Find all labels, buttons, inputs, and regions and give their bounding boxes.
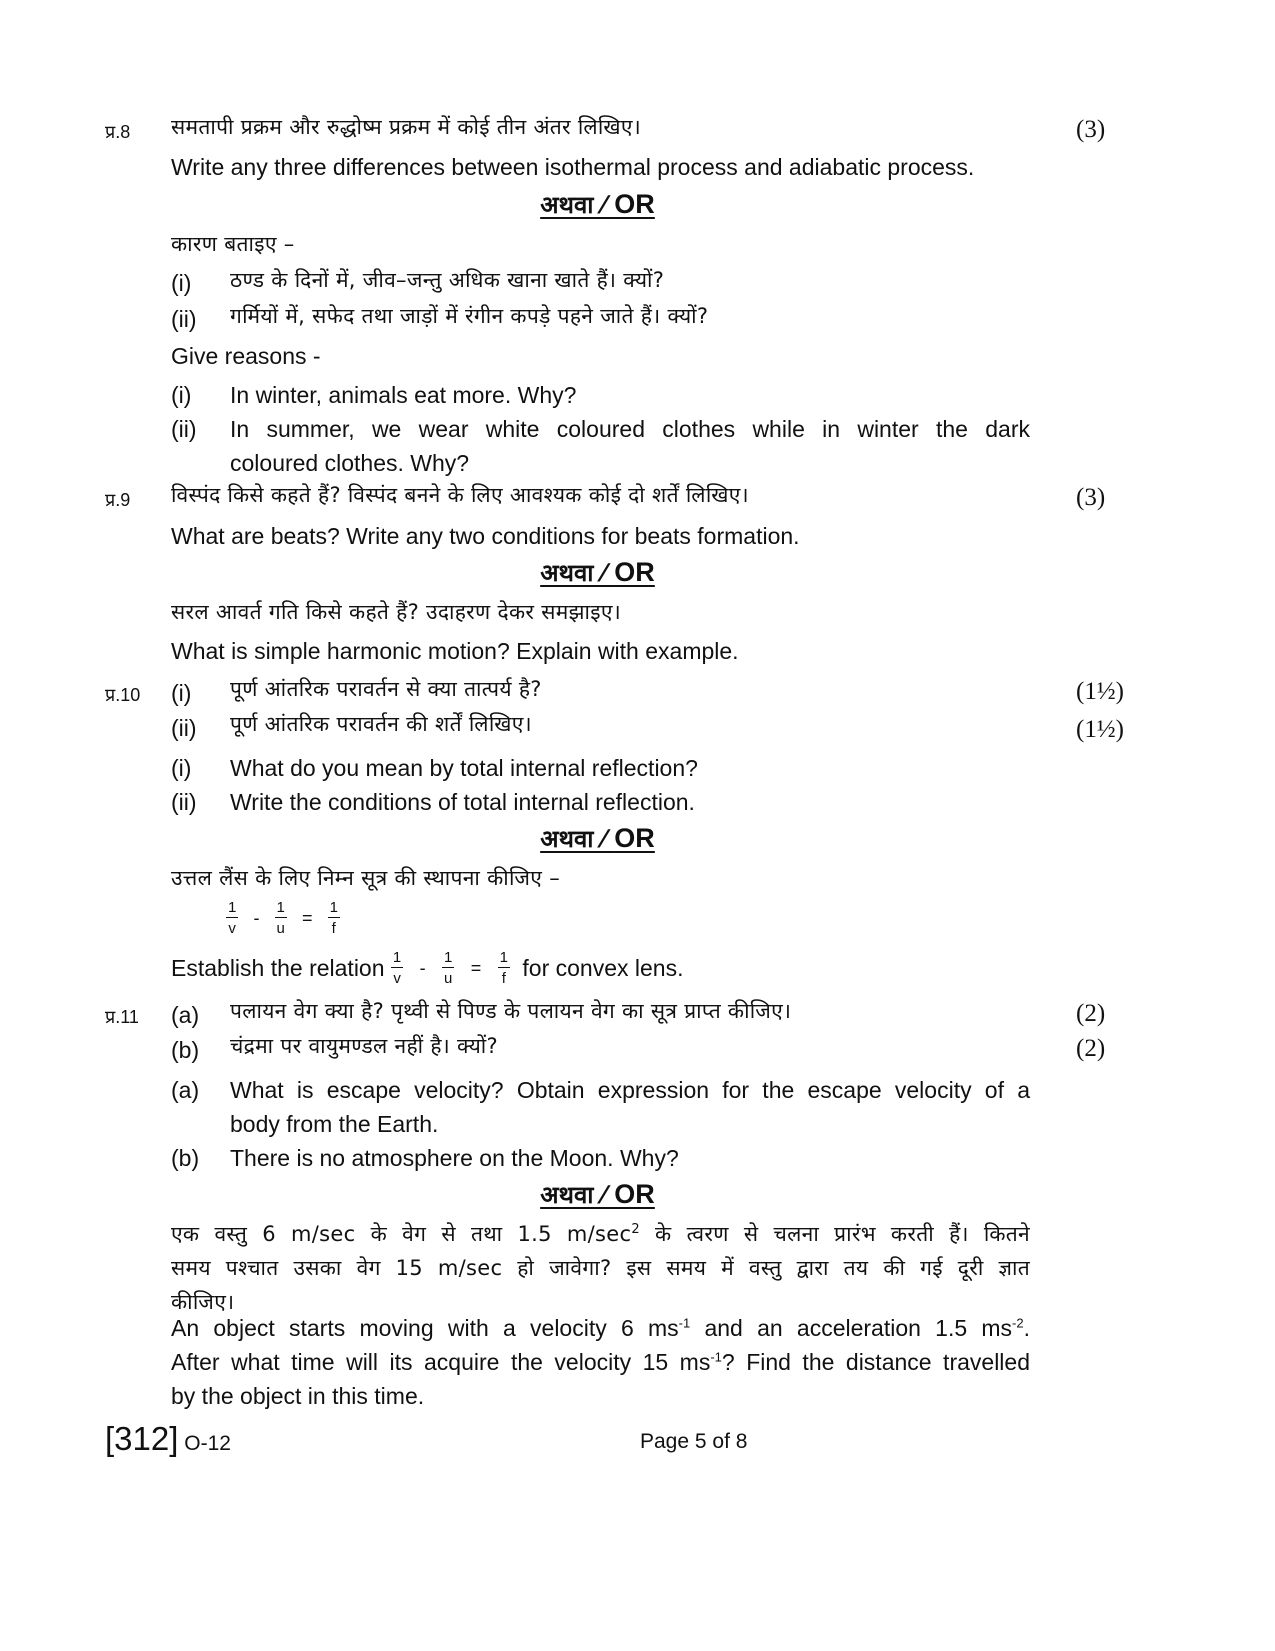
q8-english-text: Write any three differences between isothermal process and adiabatic process. [171, 154, 975, 180]
q8-hindi-text: समतापी प्रक्रम और रुद्धोष्म प्रक्रम में कोई तीन अंतर लिखिए। [171, 115, 641, 139]
q11-english-b-label: (b) [171, 1145, 200, 1171]
q11-hindi-a: पलायन वेग क्या है? पृथ्वी से पिण्ड के पलायन वेग का सूत्र प्राप्त कीजिए। [230, 999, 792, 1023]
formula-minus: - [253, 907, 260, 928]
q10-hindi-ii: पूर्ण आंतरिक परावर्तन की शर्तें लिखिए। [230, 712, 532, 736]
q11-hindi-a-label: (a) [171, 1002, 200, 1028]
q11-alt-hindi-line1: एक वस्तु 6 m/sec के वेग से तथा 1.5 $m/\sec^2$ के त्वरण से चलना प्रारंभ करती हैं। कितने [171, 1222, 1030, 1246]
q10-hindi-i: पूर्ण आंतरिक परावर्तन से क्या तात्पर्य है? [230, 677, 542, 701]
q9-english-text: What are beats? Write any two conditions for beats formation. [171, 523, 800, 549]
q10-alt-english: Establish the relation $\frac{1}{v}$ - $\frac{1}{u}$ = $\frac{1}{f}$ for convex lens. [171, 949, 684, 987]
formula-one-over-v: $\frac{1}{v}$ [392, 949, 402, 987]
q8-number: प्र.8 [105, 122, 131, 142]
or-separator: अथवा ⁄ OR [540, 189, 655, 219]
q8-marks: (3) [1076, 116, 1106, 143]
q10-english-i-label: (i) [171, 755, 192, 781]
q11-english-a-line1: What is escape velocity? Obtain expression for the escape velocity of a [230, 1077, 1030, 1103]
formula-one-over-u: $\frac{1}{u}$ [276, 899, 285, 937]
q10-english-ii-label: (ii) [171, 789, 197, 815]
q10-hindi-ii-label: (ii) [171, 715, 197, 741]
q9-alt-english: What is simple harmonic motion? Explain with example. [171, 638, 739, 664]
q9-hindi-text: विस्पंद किसे कहते हैं? विस्पंद बनने के लिए आवश्यक कोई दो शर्तें लिखिए। [171, 483, 749, 507]
formula-one-over-v: $\frac{1}{v}$ [228, 899, 237, 937]
q9-marks: (3) [1076, 484, 1106, 511]
q10-alt-hindi: उत्तल लैंस के लिए निम्न सूत्र की स्थापना कीजिए – [171, 866, 560, 890]
or-separator: अथवा ⁄ OR [540, 823, 655, 853]
q8-alt-english-i: In winter, animals eat more. Why? [230, 382, 577, 408]
q8-alt-english-ii-line2: coloured clothes. Why? [230, 450, 470, 476]
q11-marks-b: (2) [1076, 1035, 1106, 1062]
q10-hindi-i-label: (i) [171, 680, 192, 706]
or-separator: अथवा ⁄ OR [540, 1179, 655, 1209]
q11-hindi-b: चंद्रमा पर वायुमण्डल नहीं है। क्यों? [230, 1034, 498, 1058]
q10-marks-ii: (1½) [1076, 716, 1124, 743]
q11-number: प्र.11 [105, 1007, 139, 1027]
q8-alt-english-i-label: (i) [171, 382, 192, 408]
q10-marks-i: (1½) [1076, 678, 1124, 705]
formula-equals: = [301, 907, 313, 928]
q8-alt-english-ii-line1: In summer, we wear white coloured clothes while in winter the dark [230, 416, 1030, 442]
q11-alt-hindi-line3: कीजिए। [171, 1290, 235, 1314]
q8-alt-hindi-i: ठण्ड के दिनों में, जीव–जन्तु अधिक खाना खाते हैं। क्यों? [230, 268, 665, 292]
q8-alt-intro-english: Give reasons - [171, 343, 321, 369]
formula-one-over-f: $\frac{1}{f}$ [329, 899, 338, 937]
page-number: Page 5 of 8 [640, 1430, 748, 1453]
q8-alt-hindi-ii-label: (ii) [171, 306, 197, 332]
q8-alt-english-ii-label: (ii) [171, 416, 197, 442]
q11-alt-english-line1: An object starts moving with a velocity 6 $ms^{-1}$ and an acceleration 1.5 $ms^{-2}$. [171, 1315, 1030, 1341]
q9-number: प्र.9 [105, 490, 131, 510]
or-separator: अथवा ⁄ OR [540, 557, 655, 587]
lens-formula [226, 900, 340, 936]
formula-one-over-f: $\frac{1}{f}$ [499, 949, 509, 987]
q11-alt-english-line2: After what time will its acquire the velocity 15 $ms^{-1}$? Find the distance travelled [171, 1349, 1030, 1375]
q11-alt-english-line3: by the object in this time. [171, 1383, 425, 1409]
q11-hindi-b-label: (b) [171, 1037, 200, 1063]
q8-alt-intro-hindi: कारण बताइए – [171, 232, 295, 256]
q9-alt-hindi: सरल आवर्त गति किसे कहते हैं? उदाहरण देकर समझाइए। [171, 600, 622, 624]
q11-alt-hindi-line2: समय पश्चात उसका वेग 15 m/sec हो जावेगा? इस समय में वस्तु द्वारा तय की गई दूरी ज्ञात [171, 1256, 1030, 1280]
paper-code: [312] O-12 [105, 1420, 231, 1457]
q11-english-a-label: (a) [171, 1077, 200, 1103]
formula-one-over-u: $\frac{1}{u}$ [444, 949, 453, 987]
q11-marks-a: (2) [1076, 1000, 1106, 1027]
formula-minus: - [419, 957, 426, 978]
q10-english-ii: Write the conditions of total internal reflection. [230, 789, 695, 815]
formula-equals: = [470, 957, 482, 978]
q10-number: प्र.10 [105, 685, 141, 705]
q11-english-b: There is no atmosphere on the Moon. Why? [230, 1145, 679, 1171]
q11-english-a-line2: body from the Earth. [230, 1111, 439, 1137]
q8-alt-hindi-ii: गर्मियों में, सफेद तथा जाड़ों में रंगीन कपड़े पहने जाते हैं। क्यों? [230, 304, 709, 328]
q8-alt-hindi-i-label: (i) [171, 270, 192, 296]
q10-english-i: What do you mean by total internal reflection? [230, 755, 698, 781]
